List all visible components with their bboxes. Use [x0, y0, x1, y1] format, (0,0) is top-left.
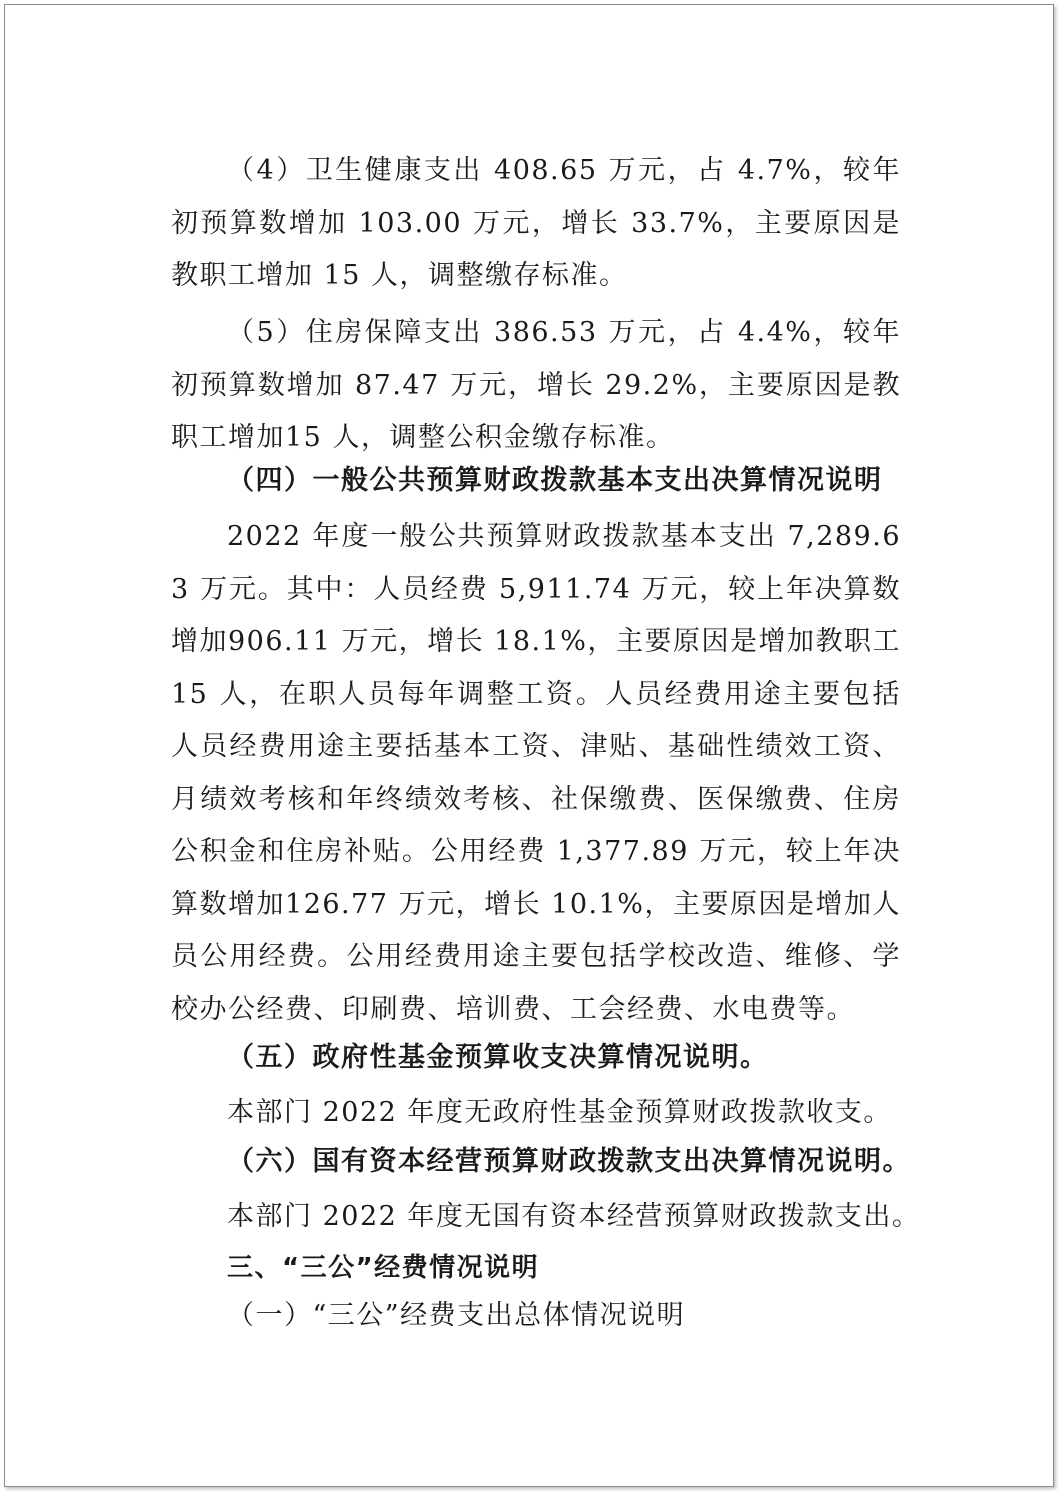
- paragraph-state-capital: 本部门 2022 年度无国有资本经营预算财政拨款支出。: [227, 1201, 921, 1232]
- paragraph-health-expenditure: （4）卫生健康支出 408.65 万元，占 4.7%，较年初预算数增加 103.00 万元，增长 33.7%，主要原因是教职工增加 15 人，调整缴存标准。: [171, 155, 901, 291]
- heading-government-fund: （五）政府性基金预算收支决算情况说明。: [227, 1042, 769, 1073]
- paragraph-government-fund: 本部门 2022 年度无政府性基金预算财政拨款收支。: [227, 1097, 892, 1128]
- subheading-three-public-overall: （一）“三公”经费支出总体情况说明: [227, 1300, 686, 1331]
- document-page: [4, 4, 1054, 1487]
- section-heading-three-public: 三、“三公”经费情况说明: [227, 1253, 540, 1283]
- heading-state-capital: （六）国有资本经营预算财政拨款支出决算情况说明。: [227, 1146, 911, 1177]
- heading-basic-expenditure: （四）一般公共预算财政拨款基本支出决算情况说明: [227, 465, 883, 496]
- paragraph-housing-expenditure: （5）住房保障支出 386.53 万元，占 4.4%，较年初预算数增加 87.47 万元，增长 29.2%，主要原因是教职工增加15 人，调整公积金缴存标准。: [171, 317, 901, 453]
- paragraph-basic-expenditure: 2022 年度一般公共预算财政拨款基本支出 7,289.63 万元。其中：人员经费 5,911.74 万元，较上年决算数增加906.11 万元，增长 18.1%，主要原因是增加教职工 15 人，在职人员每年调整工资。人员经费用途主要包括人员经费用途主要括基本工资、津贴、基础性绩效工资、月绩效考核和年终绩效考核、社保缴费、医保缴费、住房公积金和住房补贴。公用经费 1,377.89 万元，较上年决算数增加126.77 万元，增长 10.1%，主要原因是增加人员公用经费。公用经费用途主要包括学校改造、维修、学校办公经费、印刷费、培训费、工会经费、水电费等。: [171, 521, 901, 1025]
